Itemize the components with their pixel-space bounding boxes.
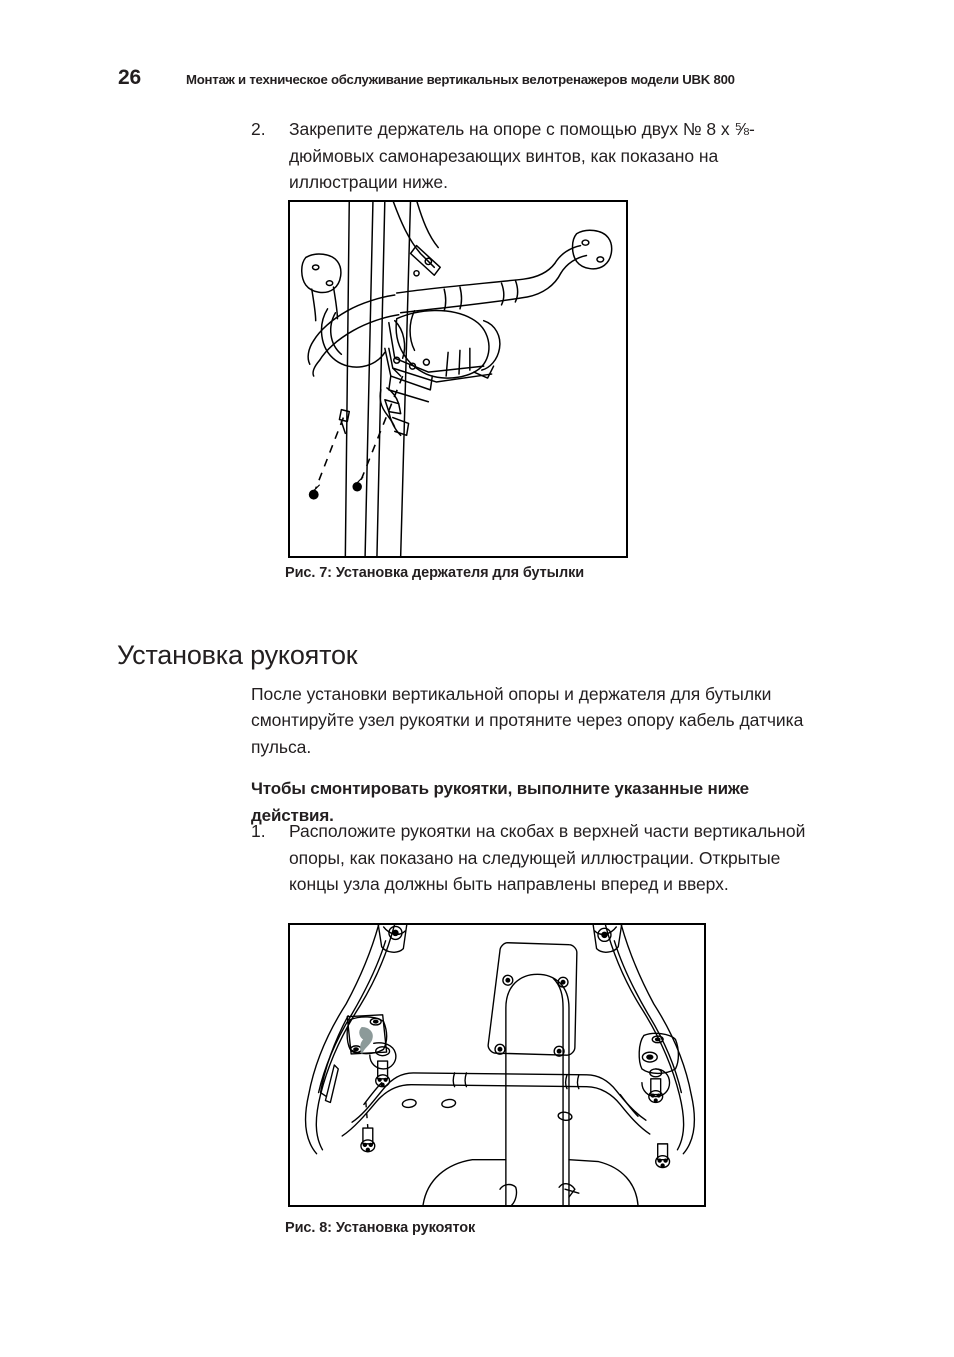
section-paragraph: После установки вертикальной опоры и держателя для бутылки смонтируйте узел рукоятки и протяните через опору кабель датчика пульса. xyxy=(251,683,804,757)
list-item-marker: 2. xyxy=(251,119,266,139)
page-number: 26 xyxy=(118,66,141,89)
list-item-marker: 1. xyxy=(251,821,266,841)
figure-7-caption: Рис. 7: Установка держателя для бутылки xyxy=(285,565,585,581)
list-item-text: Закрепите держатель на опоре с помощью двух № 8 x ⅝-дюймовых самонарезающих винтов, как показано на иллюстрации ниже. xyxy=(289,119,755,192)
header-title: Монтаж и техническое обслуживание вертикальных велотренажеров модели UBK 800 xyxy=(186,72,735,87)
list-item xyxy=(251,818,811,898)
procedure-leadin: Чтобы смонтировать рукоятки, выполните указанные ниже действия. xyxy=(251,779,749,825)
bottle-holder-diagram xyxy=(290,202,626,556)
figure-7-illustration xyxy=(288,200,628,558)
running-header xyxy=(118,66,818,90)
section-heading: Установка рукояток xyxy=(117,640,358,671)
loose-bolt-left xyxy=(361,1128,375,1152)
list-item xyxy=(251,116,811,196)
bolt-alignment-lines xyxy=(366,1102,368,1128)
figure-8-illustration xyxy=(288,923,706,1207)
gray-accent-mark xyxy=(360,1028,373,1054)
screw-endpoints xyxy=(309,477,363,499)
assembly-leader-lines xyxy=(316,376,403,489)
list-item-text: Расположите рукоятки на скобах в верхней части вертикальной опоры, как показано на следующей иллюстрации. Открытые концы узла должны быть направлены вперед и вверх. xyxy=(289,821,806,894)
loose-bolt-right xyxy=(656,1144,670,1168)
handlebar-assembly-diagram xyxy=(290,925,704,1205)
figure-8-caption: Рис. 8: Установка рукояток xyxy=(285,1220,476,1236)
